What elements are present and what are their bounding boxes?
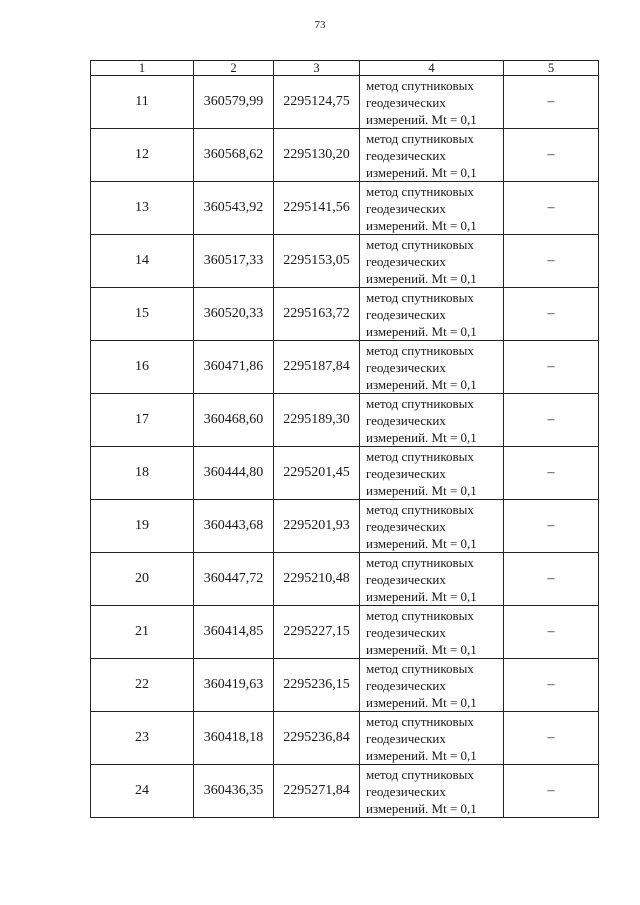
y-coordinate-cell: 2295210,48 bbox=[274, 553, 360, 606]
method-line: геодезических bbox=[366, 147, 446, 163]
y-coordinate-cell: 2295201,45 bbox=[274, 447, 360, 500]
x-coordinate-cell: 360447,72 bbox=[194, 553, 274, 606]
method-line: метод спутниковых bbox=[366, 554, 474, 570]
y-coordinate-cell: 2295153,05 bbox=[274, 235, 360, 288]
method-line: метод спутниковых bbox=[366, 766, 474, 782]
method-line: измерений. Mt = 0,1 bbox=[366, 535, 477, 551]
point-number-cell: 21 bbox=[91, 606, 194, 659]
method-line: измерений. Mt = 0,1 bbox=[366, 376, 477, 392]
method-line: измерений. Mt = 0,1 bbox=[366, 694, 477, 710]
method-cell bbox=[360, 394, 504, 447]
method-line: метод спутниковых bbox=[366, 236, 474, 252]
method-line: метод спутниковых bbox=[366, 660, 474, 676]
method-line: измерений. Mt = 0,1 bbox=[366, 482, 477, 498]
method-line: метод спутниковых bbox=[366, 183, 474, 199]
table-row bbox=[91, 765, 599, 818]
method-line: геодезических bbox=[366, 783, 446, 799]
x-coordinate-cell: 360419,63 bbox=[194, 659, 274, 712]
x-coordinate-cell: 360444,80 bbox=[194, 447, 274, 500]
y-coordinate-cell: 2295236,84 bbox=[274, 712, 360, 765]
method-line: измерений. Mt = 0,1 bbox=[366, 800, 477, 816]
method-cell bbox=[360, 606, 504, 659]
point-number-cell: 23 bbox=[91, 712, 194, 765]
table-row bbox=[91, 341, 599, 394]
column-header-y: 3 bbox=[274, 61, 360, 76]
column-header-method: 4 bbox=[360, 61, 504, 76]
method-line: измерений. Mt = 0,1 bbox=[366, 588, 477, 604]
method-line: метод спутниковых bbox=[366, 713, 474, 729]
point-number-cell: 12 bbox=[91, 129, 194, 182]
point-number-cell: 11 bbox=[91, 76, 194, 129]
point-number-cell: 16 bbox=[91, 341, 194, 394]
note-cell: – bbox=[504, 659, 599, 712]
method-line: геодезических bbox=[366, 359, 446, 375]
table-body bbox=[91, 76, 599, 818]
method-line: геодезических bbox=[366, 253, 446, 269]
method-line: метод спутниковых bbox=[366, 607, 474, 623]
note-cell: – bbox=[504, 712, 599, 765]
table-row bbox=[91, 712, 599, 765]
coordinates-table bbox=[90, 60, 599, 818]
method-line: измерений. Mt = 0,1 bbox=[366, 270, 477, 286]
x-coordinate-cell: 360443,68 bbox=[194, 500, 274, 553]
method-line: геодезических bbox=[366, 412, 446, 428]
table-row bbox=[91, 394, 599, 447]
method-line: метод спутниковых bbox=[366, 77, 474, 93]
method-line: метод спутниковых bbox=[366, 501, 474, 517]
note-cell: – bbox=[504, 765, 599, 818]
method-cell bbox=[360, 659, 504, 712]
method-line: измерений. Mt = 0,1 bbox=[366, 111, 477, 127]
x-coordinate-cell: 360517,33 bbox=[194, 235, 274, 288]
x-coordinate-cell: 360436,35 bbox=[194, 765, 274, 818]
y-coordinate-cell: 2295201,93 bbox=[274, 500, 360, 553]
point-number-cell: 14 bbox=[91, 235, 194, 288]
y-coordinate-cell: 2295236,15 bbox=[274, 659, 360, 712]
method-line: геодезических bbox=[366, 94, 446, 110]
y-coordinate-cell: 2295189,30 bbox=[274, 394, 360, 447]
note-cell: – bbox=[504, 447, 599, 500]
point-number-cell: 20 bbox=[91, 553, 194, 606]
x-coordinate-cell: 360471,86 bbox=[194, 341, 274, 394]
point-number-cell: 13 bbox=[91, 182, 194, 235]
method-cell bbox=[360, 76, 504, 129]
y-coordinate-cell: 2295271,84 bbox=[274, 765, 360, 818]
table-row bbox=[91, 76, 599, 129]
column-header-note: 5 bbox=[504, 61, 599, 76]
method-line: геодезических bbox=[366, 571, 446, 587]
method-line: метод спутниковых bbox=[366, 448, 474, 464]
method-line: измерений. Mt = 0,1 bbox=[366, 164, 477, 180]
note-cell: – bbox=[504, 606, 599, 659]
table-row bbox=[91, 447, 599, 500]
note-cell: – bbox=[504, 235, 599, 288]
y-coordinate-cell: 2295163,72 bbox=[274, 288, 360, 341]
point-number-cell: 15 bbox=[91, 288, 194, 341]
method-cell bbox=[360, 341, 504, 394]
x-coordinate-cell: 360468,60 bbox=[194, 394, 274, 447]
method-cell bbox=[360, 553, 504, 606]
method-line: геодезических bbox=[366, 200, 446, 216]
note-cell: – bbox=[504, 394, 599, 447]
point-number-cell: 17 bbox=[91, 394, 194, 447]
table-header-row bbox=[91, 61, 599, 76]
point-number-cell: 18 bbox=[91, 447, 194, 500]
method-cell bbox=[360, 500, 504, 553]
column-header-point: 1 bbox=[91, 61, 194, 76]
table-row bbox=[91, 288, 599, 341]
method-line: геодезических bbox=[366, 677, 446, 693]
method-line: геодезических bbox=[366, 306, 446, 322]
method-cell bbox=[360, 235, 504, 288]
point-number-cell: 22 bbox=[91, 659, 194, 712]
table-row bbox=[91, 553, 599, 606]
x-coordinate-cell: 360579,99 bbox=[194, 76, 274, 129]
x-coordinate-cell: 360414,85 bbox=[194, 606, 274, 659]
page-number: 73 bbox=[314, 19, 326, 31]
x-coordinate-cell: 360520,33 bbox=[194, 288, 274, 341]
method-cell bbox=[360, 712, 504, 765]
method-cell bbox=[360, 129, 504, 182]
y-coordinate-cell: 2295227,15 bbox=[274, 606, 360, 659]
note-cell: – bbox=[504, 288, 599, 341]
method-cell bbox=[360, 288, 504, 341]
column-header-x: 2 bbox=[194, 61, 274, 76]
note-cell: – bbox=[504, 500, 599, 553]
y-coordinate-cell: 2295130,20 bbox=[274, 129, 360, 182]
x-coordinate-cell: 360543,92 bbox=[194, 182, 274, 235]
table-row bbox=[91, 606, 599, 659]
method-line: измерений. Mt = 0,1 bbox=[366, 217, 477, 233]
method-cell bbox=[360, 447, 504, 500]
method-line: геодезических bbox=[366, 465, 446, 481]
method-line: метод спутниковых bbox=[366, 130, 474, 146]
point-number-cell: 19 bbox=[91, 500, 194, 553]
method-cell bbox=[360, 765, 504, 818]
x-coordinate-cell: 360568,62 bbox=[194, 129, 274, 182]
method-line: метод спутниковых bbox=[366, 395, 474, 411]
method-line: измерений. Mt = 0,1 bbox=[366, 641, 477, 657]
table-row bbox=[91, 129, 599, 182]
note-cell: – bbox=[504, 553, 599, 606]
y-coordinate-cell: 2295124,75 bbox=[274, 76, 360, 129]
y-coordinate-cell: 2295187,84 bbox=[274, 341, 360, 394]
method-line: метод спутниковых bbox=[366, 342, 474, 358]
method-line: метод спутниковых bbox=[366, 289, 474, 305]
table-row bbox=[91, 182, 599, 235]
point-number-cell: 24 bbox=[91, 765, 194, 818]
method-line: измерений. Mt = 0,1 bbox=[366, 429, 477, 445]
note-cell: – bbox=[504, 182, 599, 235]
table-row bbox=[91, 235, 599, 288]
method-line: измерений. Mt = 0,1 bbox=[366, 747, 477, 763]
y-coordinate-cell: 2295141,56 bbox=[274, 182, 360, 235]
note-cell: – bbox=[504, 76, 599, 129]
method-cell bbox=[360, 182, 504, 235]
method-line: геодезических bbox=[366, 518, 446, 534]
method-line: геодезических bbox=[366, 624, 446, 640]
note-cell: – bbox=[504, 129, 599, 182]
table-row bbox=[91, 659, 599, 712]
note-cell: – bbox=[504, 341, 599, 394]
method-line: измерений. Mt = 0,1 bbox=[366, 323, 477, 339]
x-coordinate-cell: 360418,18 bbox=[194, 712, 274, 765]
method-line: геодезических bbox=[366, 730, 446, 746]
table-row bbox=[91, 500, 599, 553]
